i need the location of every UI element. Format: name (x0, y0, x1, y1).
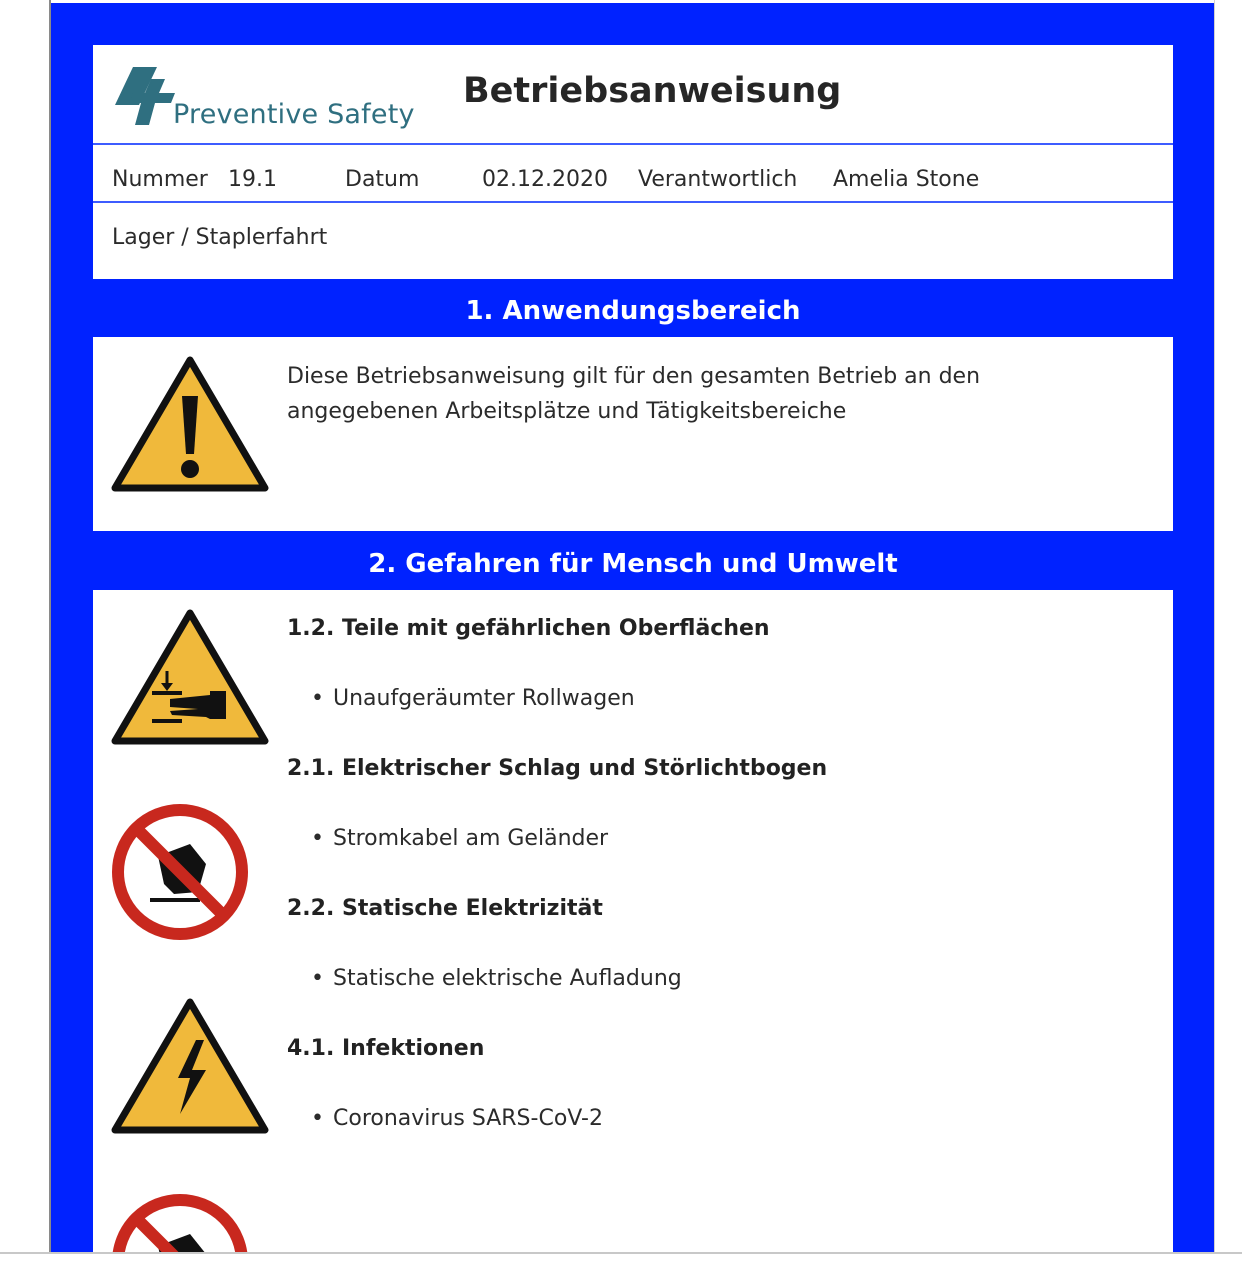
meta-row (93, 167, 1173, 197)
logo-mark-icon (113, 65, 175, 127)
no-touch-prohibition-icon (110, 802, 250, 942)
hazard-title: 4.1. Infektionen (287, 1036, 485, 1061)
divider (93, 143, 1173, 145)
responsible-label: Verantwortlich (638, 167, 798, 192)
no-touch-prohibition-icon (110, 1192, 250, 1252)
section-heading-scope: 1. Anwendungsbereich (465, 296, 801, 326)
logo-text: Preventive Safety (173, 99, 415, 130)
hazard-item: • Statische elektrische Aufladung (311, 966, 682, 991)
hazard-item: • Stromkabel am Geländer (311, 826, 609, 851)
divider (93, 201, 1173, 203)
work-area: Lager / Staplerfahrt (112, 225, 328, 250)
hazards-card (93, 590, 1173, 1252)
hazard-item: • Coronavirus SARS-CoV-2 (311, 1106, 603, 1131)
responsible-value: Amelia Stone (833, 167, 980, 192)
general-warning-icon (110, 354, 270, 494)
number-label: Nummer (112, 167, 208, 192)
hazard-title: 1.2. Teile mit gefährlichen Oberflächen (287, 616, 770, 641)
scope-text: Diese Betriebsanweisung gilt für den gesamten Betrieb an den angegebenen Arbeitsplätze und Tätigkeitsbereiche (287, 364, 981, 424)
date-value: 02.12.2020 (482, 167, 608, 192)
crush-hand-warning-icon (110, 607, 270, 747)
high-voltage-warning-icon (110, 996, 270, 1136)
document-title: Betriebsanweisung (463, 71, 842, 111)
header-card (93, 45, 1173, 279)
section-heading-hazards: 2. Gefahren für Mensch und Umwelt (368, 549, 898, 579)
scope-card (93, 337, 1173, 531)
hazard-title: 2.1. Elektrischer Schlag und Störlichtbogen (287, 756, 828, 781)
date-label: Datum (345, 167, 420, 192)
number-value: 19.1 (228, 167, 277, 192)
viewer-bottom-border (0, 1252, 1242, 1254)
viewer-right-border (1214, 0, 1215, 1253)
document-page (51, 3, 1214, 1252)
hazard-title: 2.2. Statische Elektrizität (287, 896, 603, 921)
hazard-item: • Unaufgeräumter Rollwagen (311, 686, 635, 711)
